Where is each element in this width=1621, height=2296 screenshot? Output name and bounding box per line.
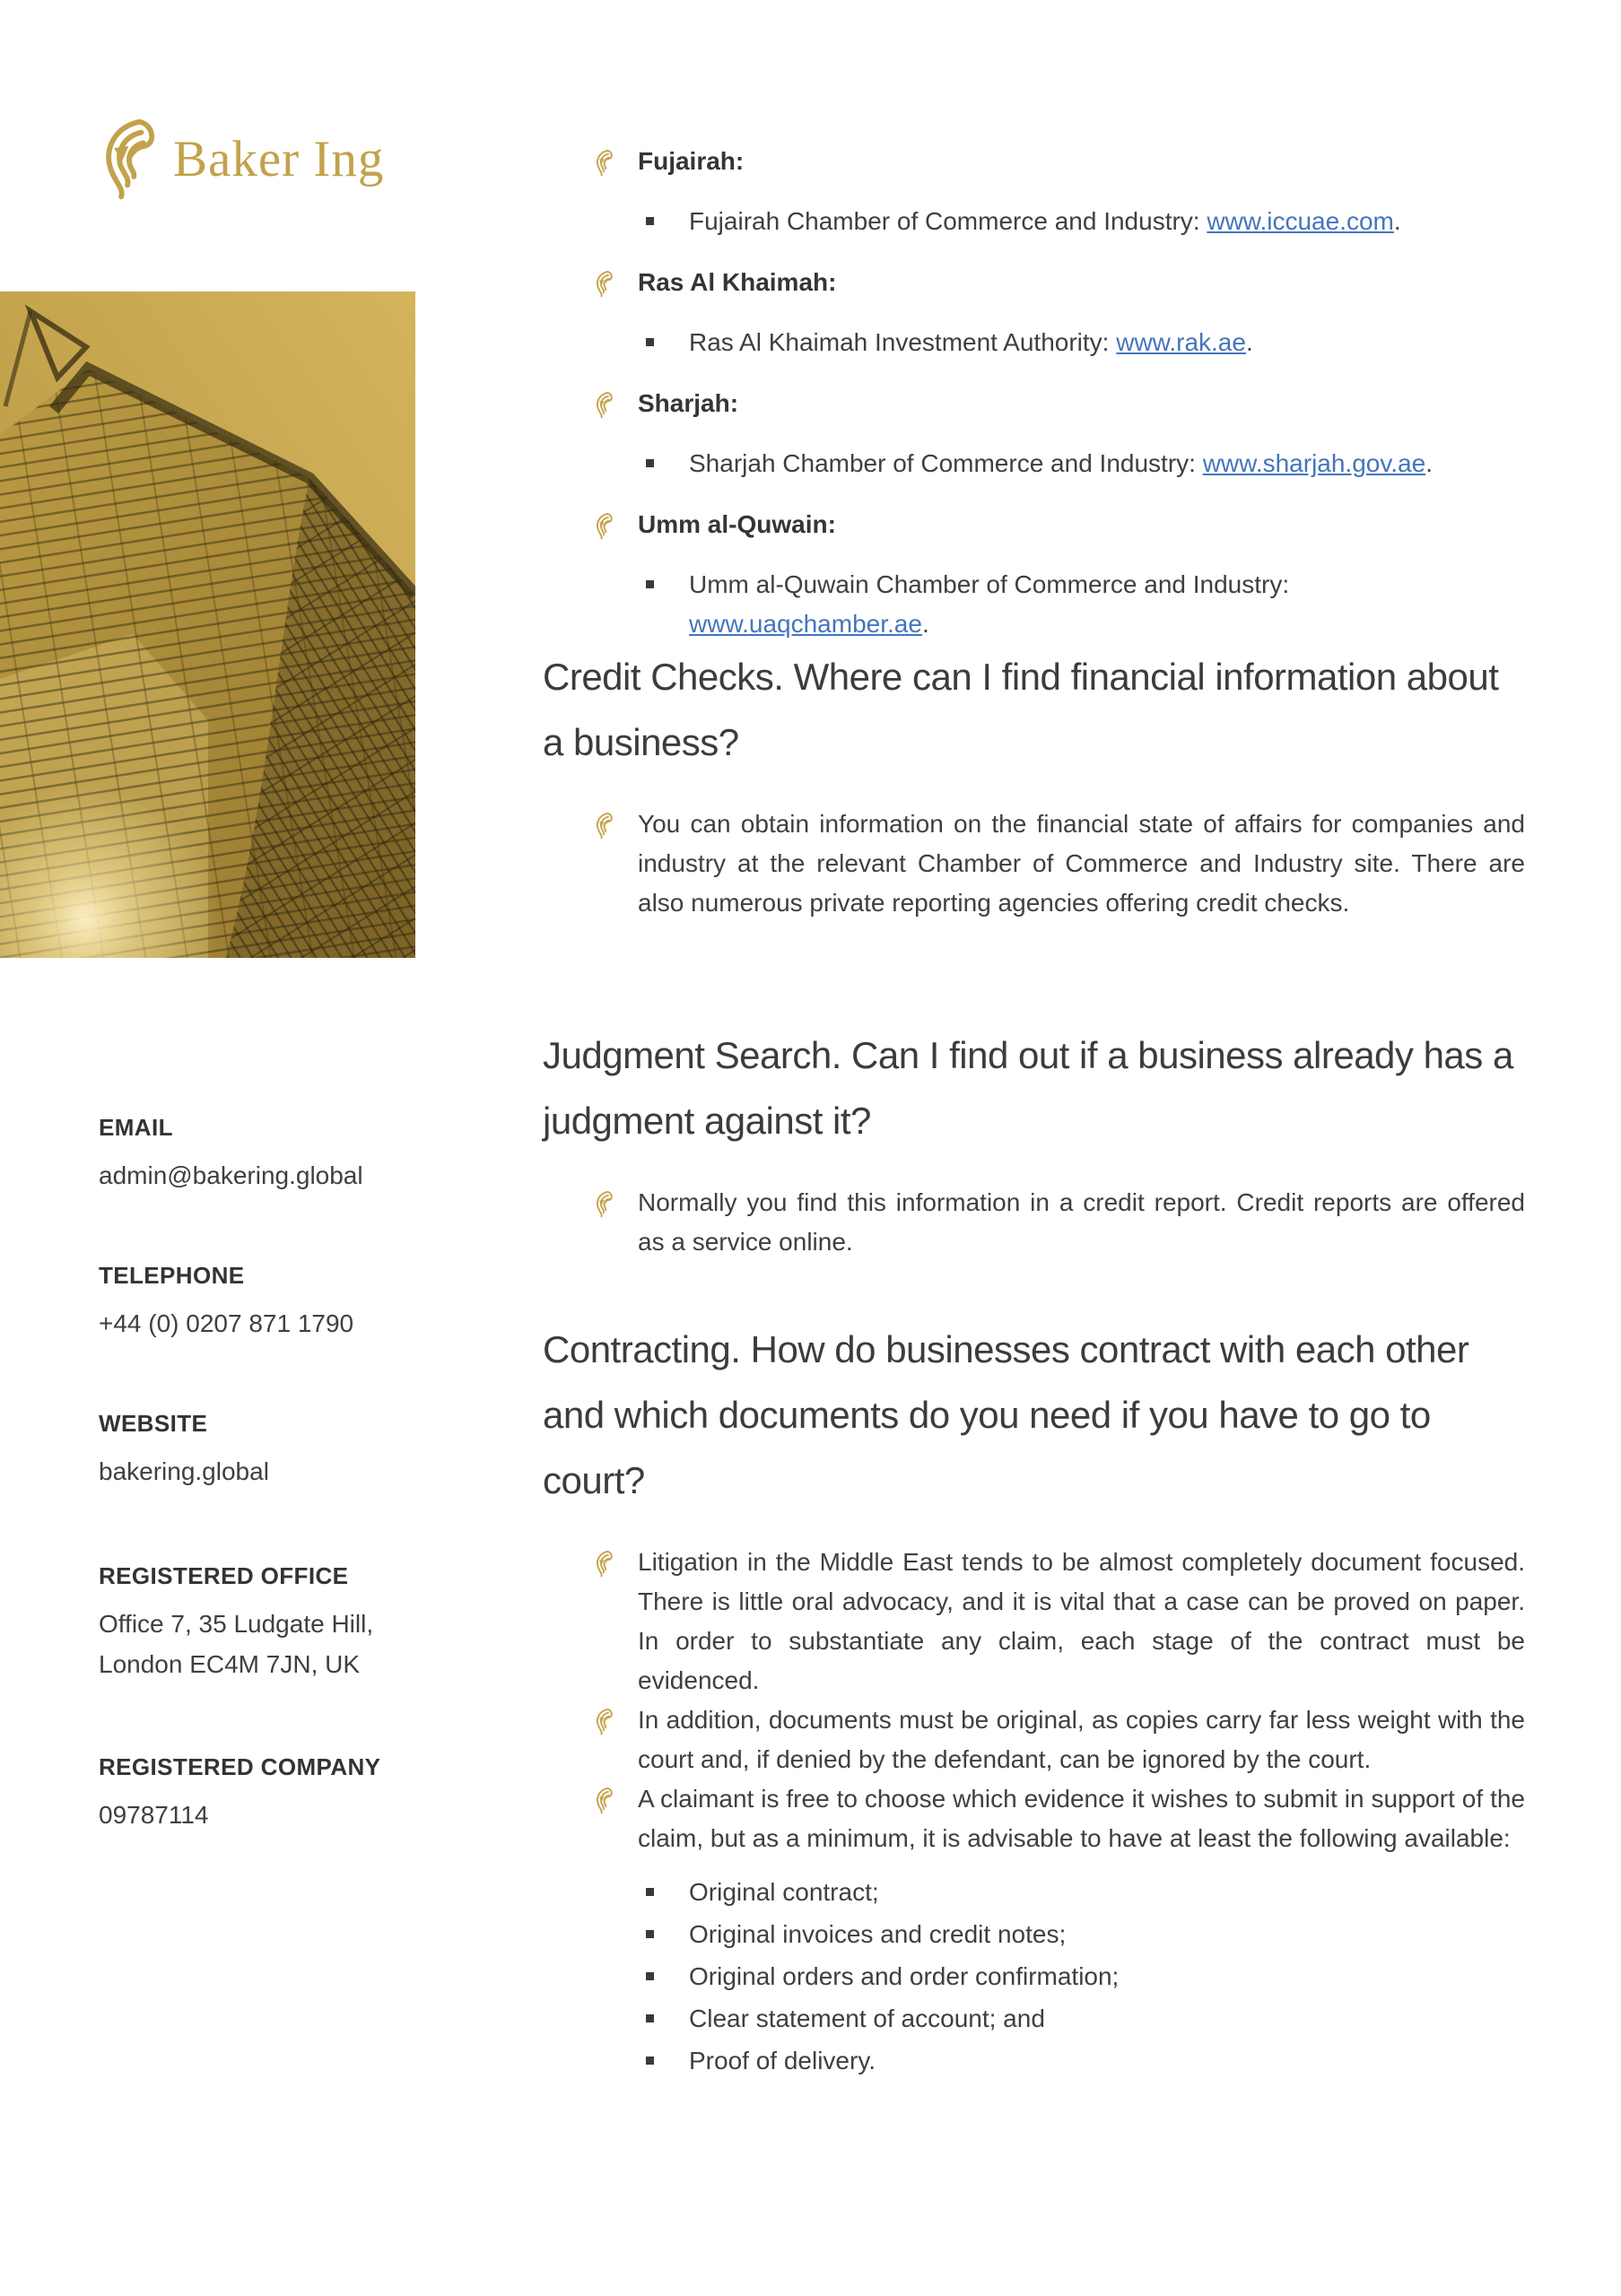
lion-bullet-icon xyxy=(592,1708,614,1735)
email-label: EMAIL xyxy=(99,1114,173,1141)
entry-suffix: . xyxy=(1245,328,1253,356)
directory-item-ras-al-khaimah xyxy=(543,263,1525,362)
entry-text: Sharjah Chamber of Commerce and Industry: xyxy=(689,449,1203,477)
entry-suffix: . xyxy=(1425,449,1433,477)
checklist-item: Proof of delivery. xyxy=(543,2039,1525,2082)
section-contracting xyxy=(543,1317,1525,2082)
emirate-label: Fujairah: xyxy=(638,147,745,175)
evidence-checklist xyxy=(543,1871,1525,2082)
directory-item-fujairah xyxy=(543,142,1525,241)
checklist-item: Original orders and order confirmation; xyxy=(543,1955,1525,1997)
lion-bullet-icon xyxy=(592,1787,614,1814)
directory-entry xyxy=(638,444,1525,483)
bullet-item xyxy=(543,1183,1525,1262)
telephone-value: +44 (0) 0207 871 1790 xyxy=(99,1309,354,1337)
lion-bullet-icon xyxy=(592,149,614,177)
entry-suffix: . xyxy=(921,610,929,638)
contact-email xyxy=(99,1112,449,1196)
lion-bullet-icon xyxy=(592,270,614,298)
link-uaqchamber[interactable]: www.uaqchamber.ae xyxy=(689,610,922,638)
link-sharjah[interactable]: www.sharjah.gov.ae xyxy=(1202,449,1426,477)
contact-registered-company xyxy=(99,1752,449,1835)
registered-office-label: REGISTERED OFFICE xyxy=(99,1562,349,1589)
section-bullets xyxy=(543,1183,1525,1262)
lion-bullet-icon xyxy=(592,512,614,540)
bullet-item xyxy=(543,1700,1525,1779)
section-bullets xyxy=(543,1543,1525,2082)
directory-entry xyxy=(638,202,1525,241)
bullet-text: In addition, documents must be original, as copies carry far less weight with the court and, if denied by the defendant, can be ignored by the court. xyxy=(638,1706,1525,1773)
bullet-item xyxy=(543,804,1525,923)
entry-text: Fujairah Chamber of Commerce and Industry: xyxy=(689,207,1207,235)
website-value: bakering.global xyxy=(99,1457,269,1485)
email-value: admin@bakering.global xyxy=(99,1161,363,1189)
registered-office-value: Office 7, 35 Ludgate Hill, London EC4M 7JN, UK xyxy=(99,1610,374,1678)
section-heading: Contracting. How do businesses contract with each other and which documents do you need if you have to go to court? xyxy=(543,1328,1469,1501)
bullet-text: Litigation in the Middle East tends to be almost completely document focused. There is little oral advocacy, and it is vital that a case can be proved on paper. In order to substantiate any claim, each stage of the contract must be evidenced. xyxy=(638,1548,1525,1694)
bullet-text: A claimant is free to choose which evidence it wishes to submit in support of the claim, but as a minimum, it is advisable to have at least the following available: xyxy=(638,1785,1525,1852)
bullet-text: Normally you find this information in a credit report. Credit reports are offered as a service online. xyxy=(638,1188,1525,1256)
entry-suffix: . xyxy=(1393,207,1401,235)
emirate-label: Ras Al Khaimah: xyxy=(638,268,837,296)
registered-company-label: REGISTERED COMPANY xyxy=(99,1753,381,1780)
registered-company-value: 09787114 xyxy=(99,1801,209,1829)
lion-bullet-icon xyxy=(592,1190,614,1218)
contact-sidebar xyxy=(0,0,422,2296)
section-heading: Judgment Search. Can I find out if a business already has a judgment against it? xyxy=(543,1034,1513,1142)
bullet-text: You can obtain information on the financial state of affairs for companies and industry at the relevant Chamber of Commerce and Industry site. There are also numerous private reporting agencies offering credit checks. xyxy=(638,810,1525,917)
brand-name: Baker Ing xyxy=(173,130,385,187)
section-credit-checks xyxy=(543,644,1525,923)
bullet-item xyxy=(543,1779,1525,1858)
directory-list xyxy=(543,142,1525,665)
checklist-item: Original invoices and credit notes; xyxy=(543,1913,1525,1955)
contact-website xyxy=(99,1408,449,1492)
checklist-item: Original contract; xyxy=(543,1871,1525,1913)
entry-text: Ras Al Khaimah Investment Authority: xyxy=(689,328,1117,356)
directory-entry xyxy=(638,323,1525,362)
lion-bullet-icon xyxy=(592,812,614,839)
checklist-item: Clear statement of account; and xyxy=(543,1997,1525,2039)
section-bullets xyxy=(543,804,1525,923)
entry-text: Umm al-Quwain Chamber of Commerce and Industry: xyxy=(689,570,1290,598)
lion-bullet-icon xyxy=(592,391,614,419)
directory-item-umm-al-quwain xyxy=(543,505,1525,644)
bullet-item xyxy=(543,1543,1525,1700)
telephone-label: TELEPHONE xyxy=(99,1262,245,1289)
emirate-label: Sharjah: xyxy=(638,389,739,417)
emirate-label: Umm al-Quwain: xyxy=(638,510,836,538)
lion-bullet-icon xyxy=(592,1550,614,1578)
section-judgment-search xyxy=(543,1022,1525,1262)
section-heading: Credit Checks. Where can I find financial information about a business? xyxy=(543,656,1499,763)
contact-telephone xyxy=(99,1260,449,1344)
contact-registered-office xyxy=(99,1561,449,1684)
directory-item-sharjah xyxy=(543,384,1525,483)
main-content xyxy=(543,0,1525,2296)
link-rak[interactable]: www.rak.ae xyxy=(1116,328,1246,356)
link-iccuae[interactable]: www.iccuae.com xyxy=(1207,207,1394,235)
website-label: WEBSITE xyxy=(99,1410,208,1437)
directory-entry xyxy=(638,565,1525,644)
